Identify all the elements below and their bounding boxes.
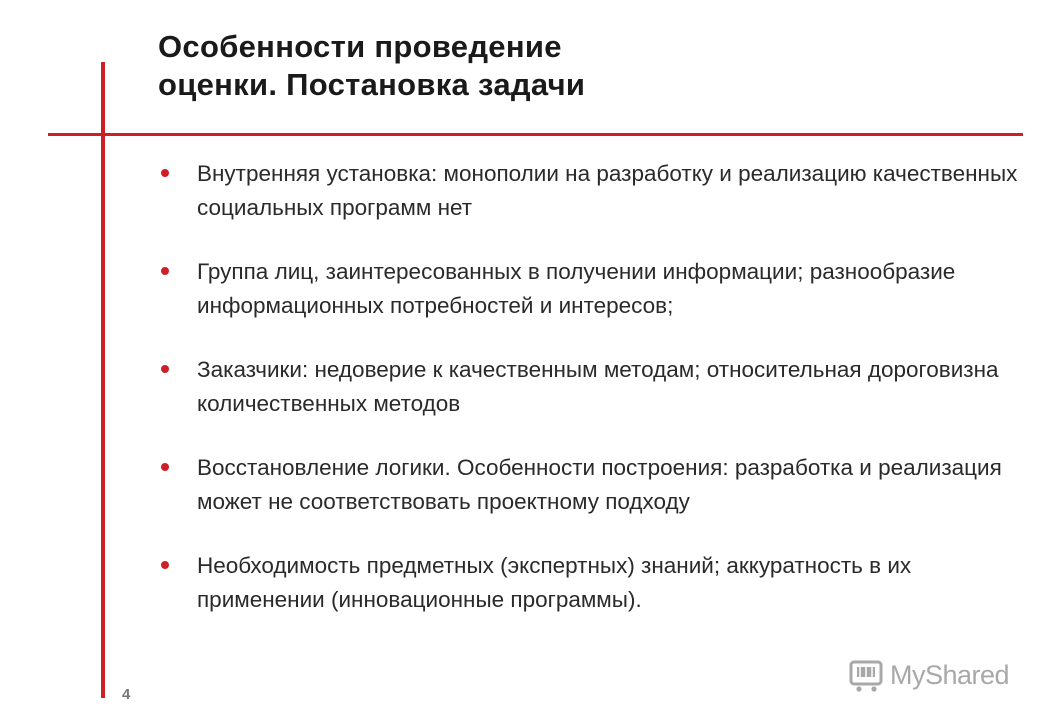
bullet-text: Внутренняя установка: монополии на разработку и реализацию качественных социальных программ нет	[197, 161, 1018, 220]
slide-title-line-2: оценки. Постановка задачи	[158, 67, 586, 102]
bullet-dot-icon	[161, 169, 169, 177]
bullet-text: Заказчики: недоверие к качественным методам; относительная дороговизна количественных методов	[197, 357, 999, 416]
horizontal-red-rule	[48, 133, 1023, 136]
bullet-item	[160, 549, 1020, 617]
vertical-red-rule	[101, 62, 105, 698]
bullet-text: Необходимость предметных (экспертных) знаний; аккуратность в их применении (инновационные программы).	[197, 553, 912, 612]
watermark	[848, 655, 1009, 695]
bullet-item	[160, 353, 1020, 421]
bullet-text: Группа лиц, заинтересованных в получении информации; разнообразие информационных потребностей и интересов;	[197, 259, 956, 318]
bullet-item	[160, 157, 1020, 225]
bullet-item	[160, 255, 1020, 323]
bullet-dot-icon	[161, 267, 169, 275]
shopping-cart-icon	[848, 657, 884, 693]
bullet-dot-icon	[161, 561, 169, 569]
bullet-text: Восстановление логики. Особенности построения: разработка и реализация может не соответствовать проектному подходу	[197, 455, 1002, 514]
bullet-dot-icon	[161, 365, 169, 373]
bullet-dot-icon	[161, 463, 169, 471]
watermark-text: MyShared	[890, 659, 1010, 690]
slide-title-line-1: Особенности проведение	[158, 29, 562, 64]
bullet-list	[160, 157, 1020, 647]
bullet-item	[160, 451, 1020, 519]
page-number: 4	[122, 686, 131, 703]
slide-title	[158, 28, 1018, 104]
